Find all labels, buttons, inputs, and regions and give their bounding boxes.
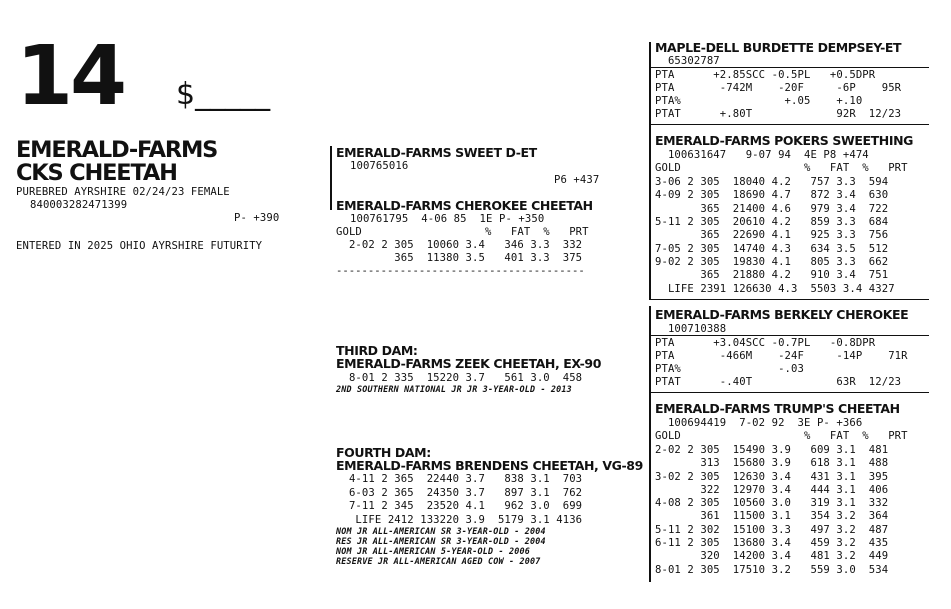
sire-sire-divider (651, 124, 929, 125)
sire-sire-row-1: PTA -742M -20F -6P 95R (655, 82, 902, 94)
dam-sire-reg: 100710388 (655, 323, 727, 335)
dam-dam-row-7: 6-11 2 305 13680 3.4 459 3.2 435 (655, 537, 889, 549)
animal-description: PUREBRED AYRSHIRE 02/24/23 FEMALE (16, 186, 230, 198)
dam-header: GOLD % FAT % PRT (336, 226, 589, 238)
animal-reg-id: 840003282471399 (30, 199, 128, 211)
fourth-dam-row-2: 7-11 2 345 23520 4.1 962 3.0 699 (336, 500, 583, 512)
fourth-dam-row-3: LIFE 2412 133220 3.9 5179 3.1 4136 (336, 514, 583, 526)
sire-sire-name: MAPLE-DELL BURDETTE DEMPSEY-ET (655, 40, 902, 55)
fourth-dam-label: FOURTH DAM: (336, 445, 431, 460)
dam-dam-row-0: 2-02 2 305 15490 3.9 609 3.1 481 (655, 444, 889, 456)
fourth-dam-row-0: 4-11 2 365 22440 3.7 838 3.1 703 (336, 473, 583, 485)
third-dam-label: THIRD DAM: (336, 343, 418, 358)
sire-dam-row-1: 4-09 2 305 18690 4.7 872 3.4 630 (655, 189, 889, 201)
sire-dam-row-7: 365 21880 4.2 910 3.4 751 (655, 269, 889, 281)
dam-row-0: 2-02 2 305 10060 3.4 346 3.3 332 (336, 239, 583, 251)
sire-dam-row-3: 5-11 2 305 20610 4.2 859 3.3 684 (655, 216, 889, 228)
dam-dam-row-2: 3-02 2 305 12630 3.4 431 3.1 395 (655, 471, 889, 483)
sire-dam-name: EMERALD-FARMS POKERS SWEETHING (655, 133, 913, 148)
dam-sire-divider (651, 392, 929, 393)
dam-line1: 100761795 4-06 85 1E P- +350 (350, 213, 545, 225)
sire-dam-divider (651, 299, 929, 300)
dam-dam-row-5: 361 11500 3.1 354 3.2 364 (655, 510, 889, 522)
sire-dam-line1: 100631647 9-07 94 4E P8 +474 (655, 149, 869, 161)
sire-dam-row-4: 365 22690 4.1 925 3.3 756 (655, 229, 889, 241)
dam-dam-header: GOLD % FAT % PRT (655, 430, 908, 442)
sire-dam-row-6: 9-02 2 305 19830 4.1 805 3.3 662 (655, 256, 889, 268)
fourth-dam-award-2: NOM JR ALL-AMERICAN 5-YEAR-OLD - 2006 (336, 546, 530, 556)
sire-sire-reg: 65302787 (655, 55, 720, 67)
dam-dam-name: EMERALD-FARMS TRUMP'S CHEETAH (655, 401, 900, 416)
sire-reg: 100765016 (350, 160, 409, 172)
animal-name-line1: EMERALD-FARMS (16, 137, 218, 163)
third-dam-row: 8-01 2 335 15220 3.7 561 3.0 458 (336, 372, 583, 384)
dam-dam-row-4: 4-08 2 305 10560 3.0 319 3.1 332 (655, 497, 889, 509)
sire-sire-bracket (649, 42, 651, 300)
dam-dam-row-9: 8-01 2 305 17510 3.2 559 3.0 534 (655, 564, 889, 576)
third-dam-award: 2ND SOUTHERN NATIONAL JR JR 3-YEAR-OLD - 2013 (336, 384, 572, 394)
dam-row-1: 365 11380 3.5 401 3.3 375 (336, 252, 583, 264)
sire-sire-underline (651, 67, 929, 68)
sire-bracket (330, 146, 332, 210)
price-label: $_____ (176, 77, 271, 112)
sire-sire-row-2: PTA% +.05 +.10 (655, 95, 863, 107)
dam-sire-underline (651, 335, 929, 336)
fourth-dam-row-1: 6-03 2 365 24350 3.7 897 3.1 762 (336, 487, 583, 499)
dam-dam-row-8: 320 14200 3.4 481 3.2 449 (655, 550, 889, 562)
sire-pta: P6 +437 (554, 174, 600, 186)
sire-name: EMERALD-FARMS SWEET D-ET (336, 145, 537, 160)
dam-dam-line1: 100694419 7-02 92 3E P- +366 (655, 417, 863, 429)
sire-dam-row-5: 7-05 2 305 14740 4.3 634 3.5 512 (655, 243, 889, 255)
lot-number: 14 (16, 29, 125, 124)
sire-sire-row-3: PTAT +.80T 92R 12/23 (655, 108, 902, 120)
sire-dam-row-2: 365 21400 4.6 979 3.4 722 (655, 203, 889, 215)
dam-name: EMERALD-FARMS CHEROKEE CHEETAH (336, 198, 593, 213)
sire-dam-row-8: LIFE 2391 126630 4.3 5503 3.4 4327 (655, 283, 895, 295)
dam-sire-row-0: PTA +3.04SCC -0.7PL -0.8DPR (655, 337, 876, 349)
dam-dashes: --------------------------------------- (336, 266, 585, 276)
dam-sire-row-2: PTA% -.03 (655, 363, 804, 375)
dam-dam-row-1: 313 15680 3.9 618 3.1 488 (655, 457, 889, 469)
dam-sire-row-3: PTAT -.40T 63R 12/23 (655, 376, 902, 388)
dam-sire-name: EMERALD-FARMS BERKELY CHEROKEE (655, 307, 909, 322)
fourth-dam-award-3: RESERVE JR ALL-AMERICAN AGED COW - 2007 (336, 556, 541, 566)
dam-dam-row-6: 5-11 2 302 15100 3.3 497 3.2 487 (655, 524, 889, 536)
sire-sire-row-0: PTA +2.85SCC -0.5PL +0.5DPR (655, 69, 876, 81)
sire-dam-row-0: 3-06 2 305 18040 4.2 757 3.3 594 (655, 176, 889, 188)
sire-dam-header: GOLD % FAT % PRT (655, 162, 908, 174)
fourth-dam-award-0: NOM JR ALL-AMERICAN SR 3-YEAR-OLD - 2004 (336, 526, 546, 536)
fourth-dam-name: EMERALD-FARMS BRENDENS CHEETAH, VG-89 (336, 458, 643, 473)
dam-sire-bracket (649, 306, 651, 582)
animal-pta: P- +390 (234, 212, 280, 224)
dam-dam-row-3: 322 12970 3.4 444 3.1 406 (655, 484, 889, 496)
animal-name-line2: CKS CHEETAH (16, 160, 177, 186)
animal-note: ENTERED IN 2025 OHIO AYRSHIRE FUTURITY (16, 240, 263, 252)
third-dam-name: EMERALD-FARMS ZEEK CHEETAH, EX-90 (336, 356, 601, 371)
fourth-dam-award-1: RES JR ALL-AMERICAN SR 3-YEAR-OLD - 2004 (336, 536, 546, 546)
dam-sire-row-1: PTA -466M -24F -14P 71R (655, 350, 908, 362)
